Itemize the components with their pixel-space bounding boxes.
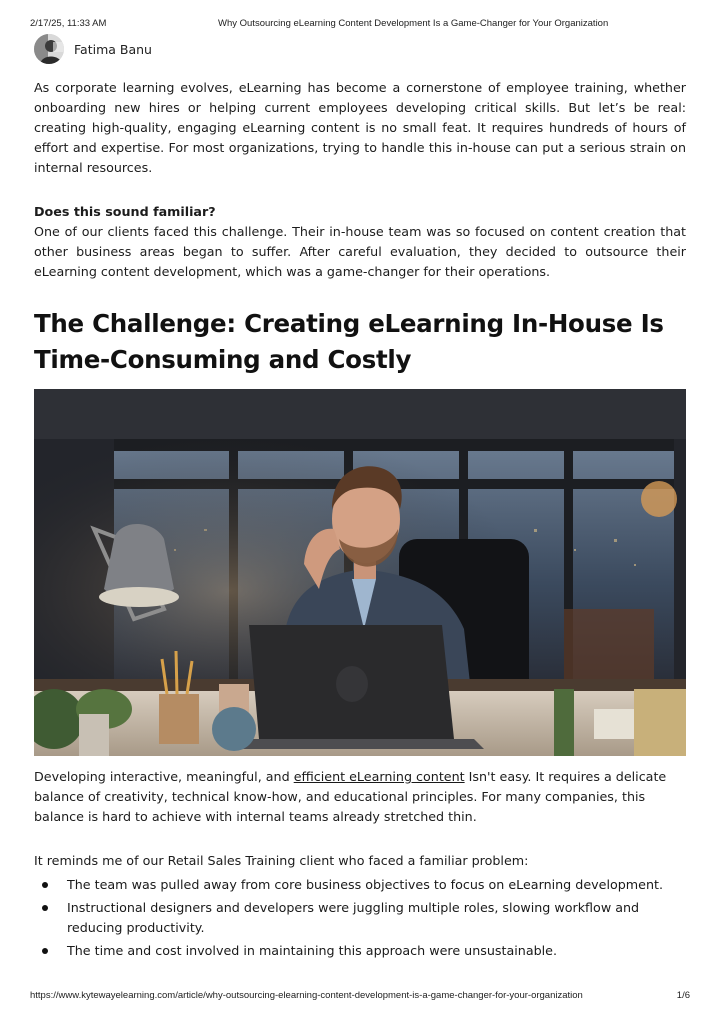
hero-illustration bbox=[34, 389, 686, 756]
print-header bbox=[30, 18, 690, 30]
print-url: https://www.kytewayelearning.com/article/why-outsourcing-elearning-content-development-is-a-game-changer-for-your-organization bbox=[30, 990, 583, 1001]
familiar-body: One of our clients faced this challenge. Their in-house team was so focused on content creation that other business areas began to suffer. After careful evaluation, they decided to outsource their eLearning content development, which was a game-changer for their operations. bbox=[34, 224, 686, 279]
developing-paragraph bbox=[34, 767, 686, 827]
developing-text-before: Developing interactive, meaningful, and bbox=[34, 769, 294, 784]
list-item: The time and cost involved in maintaining this approach were unsustainable. bbox=[34, 941, 686, 961]
print-datetime: 2/17/25, 11:33 AM bbox=[30, 18, 107, 29]
developing-text-after: Isn't easy. It requires a delicate balance of creativity, technical know-how, and educational principles. For many companies, this balance is hard to achieve with internal teams already stretched thin. bbox=[34, 769, 667, 824]
efficient-elearning-content-link[interactable]: efficient eLearning content bbox=[293, 769, 465, 784]
familiar-heading: Does this sound familiar? bbox=[34, 204, 216, 219]
familiar-section bbox=[34, 202, 686, 282]
page-number: 1/6 bbox=[676, 990, 690, 1001]
author-name[interactable]: Fatima Banu bbox=[74, 41, 152, 57]
list-item: The team was pulled away from core business objectives to focus on eLearning development. bbox=[34, 875, 686, 895]
avatar-photo bbox=[34, 34, 64, 64]
intro-paragraph: As corporate learning evolves, eLearning has become a cornerstone of employee training, whether onboarding new hires or helping current employees developing critical skills. But let’s be real: creating high-quality, engaging eLearning content is no small feat. It requires hundreds of hours of effort and expertise. For most organizations, trying to handle this in-house can put a serious strain on internal resources. bbox=[34, 80, 686, 175]
author-avatar[interactable] bbox=[34, 34, 64, 64]
hero-image-stressed-man-at-laptop bbox=[34, 389, 686, 756]
print-footer bbox=[30, 990, 690, 1002]
list-item: Instructional designers and developers were juggling multiple roles, slowing workflow and reducing productivity. bbox=[34, 898, 686, 938]
section-heading: The Challenge: Creating eLearning In-House Is Time-Consuming and Costly bbox=[34, 309, 664, 374]
reminds-paragraph: It reminds me of our Retail Sales Training client who faced a familiar problem: bbox=[34, 853, 529, 868]
print-doc-title: Why Outsourcing eLearning Content Development Is a Game-Changer for Your Organization bbox=[218, 18, 609, 29]
challenge-bullet-list bbox=[34, 875, 686, 964]
author-byline[interactable] bbox=[34, 34, 152, 64]
